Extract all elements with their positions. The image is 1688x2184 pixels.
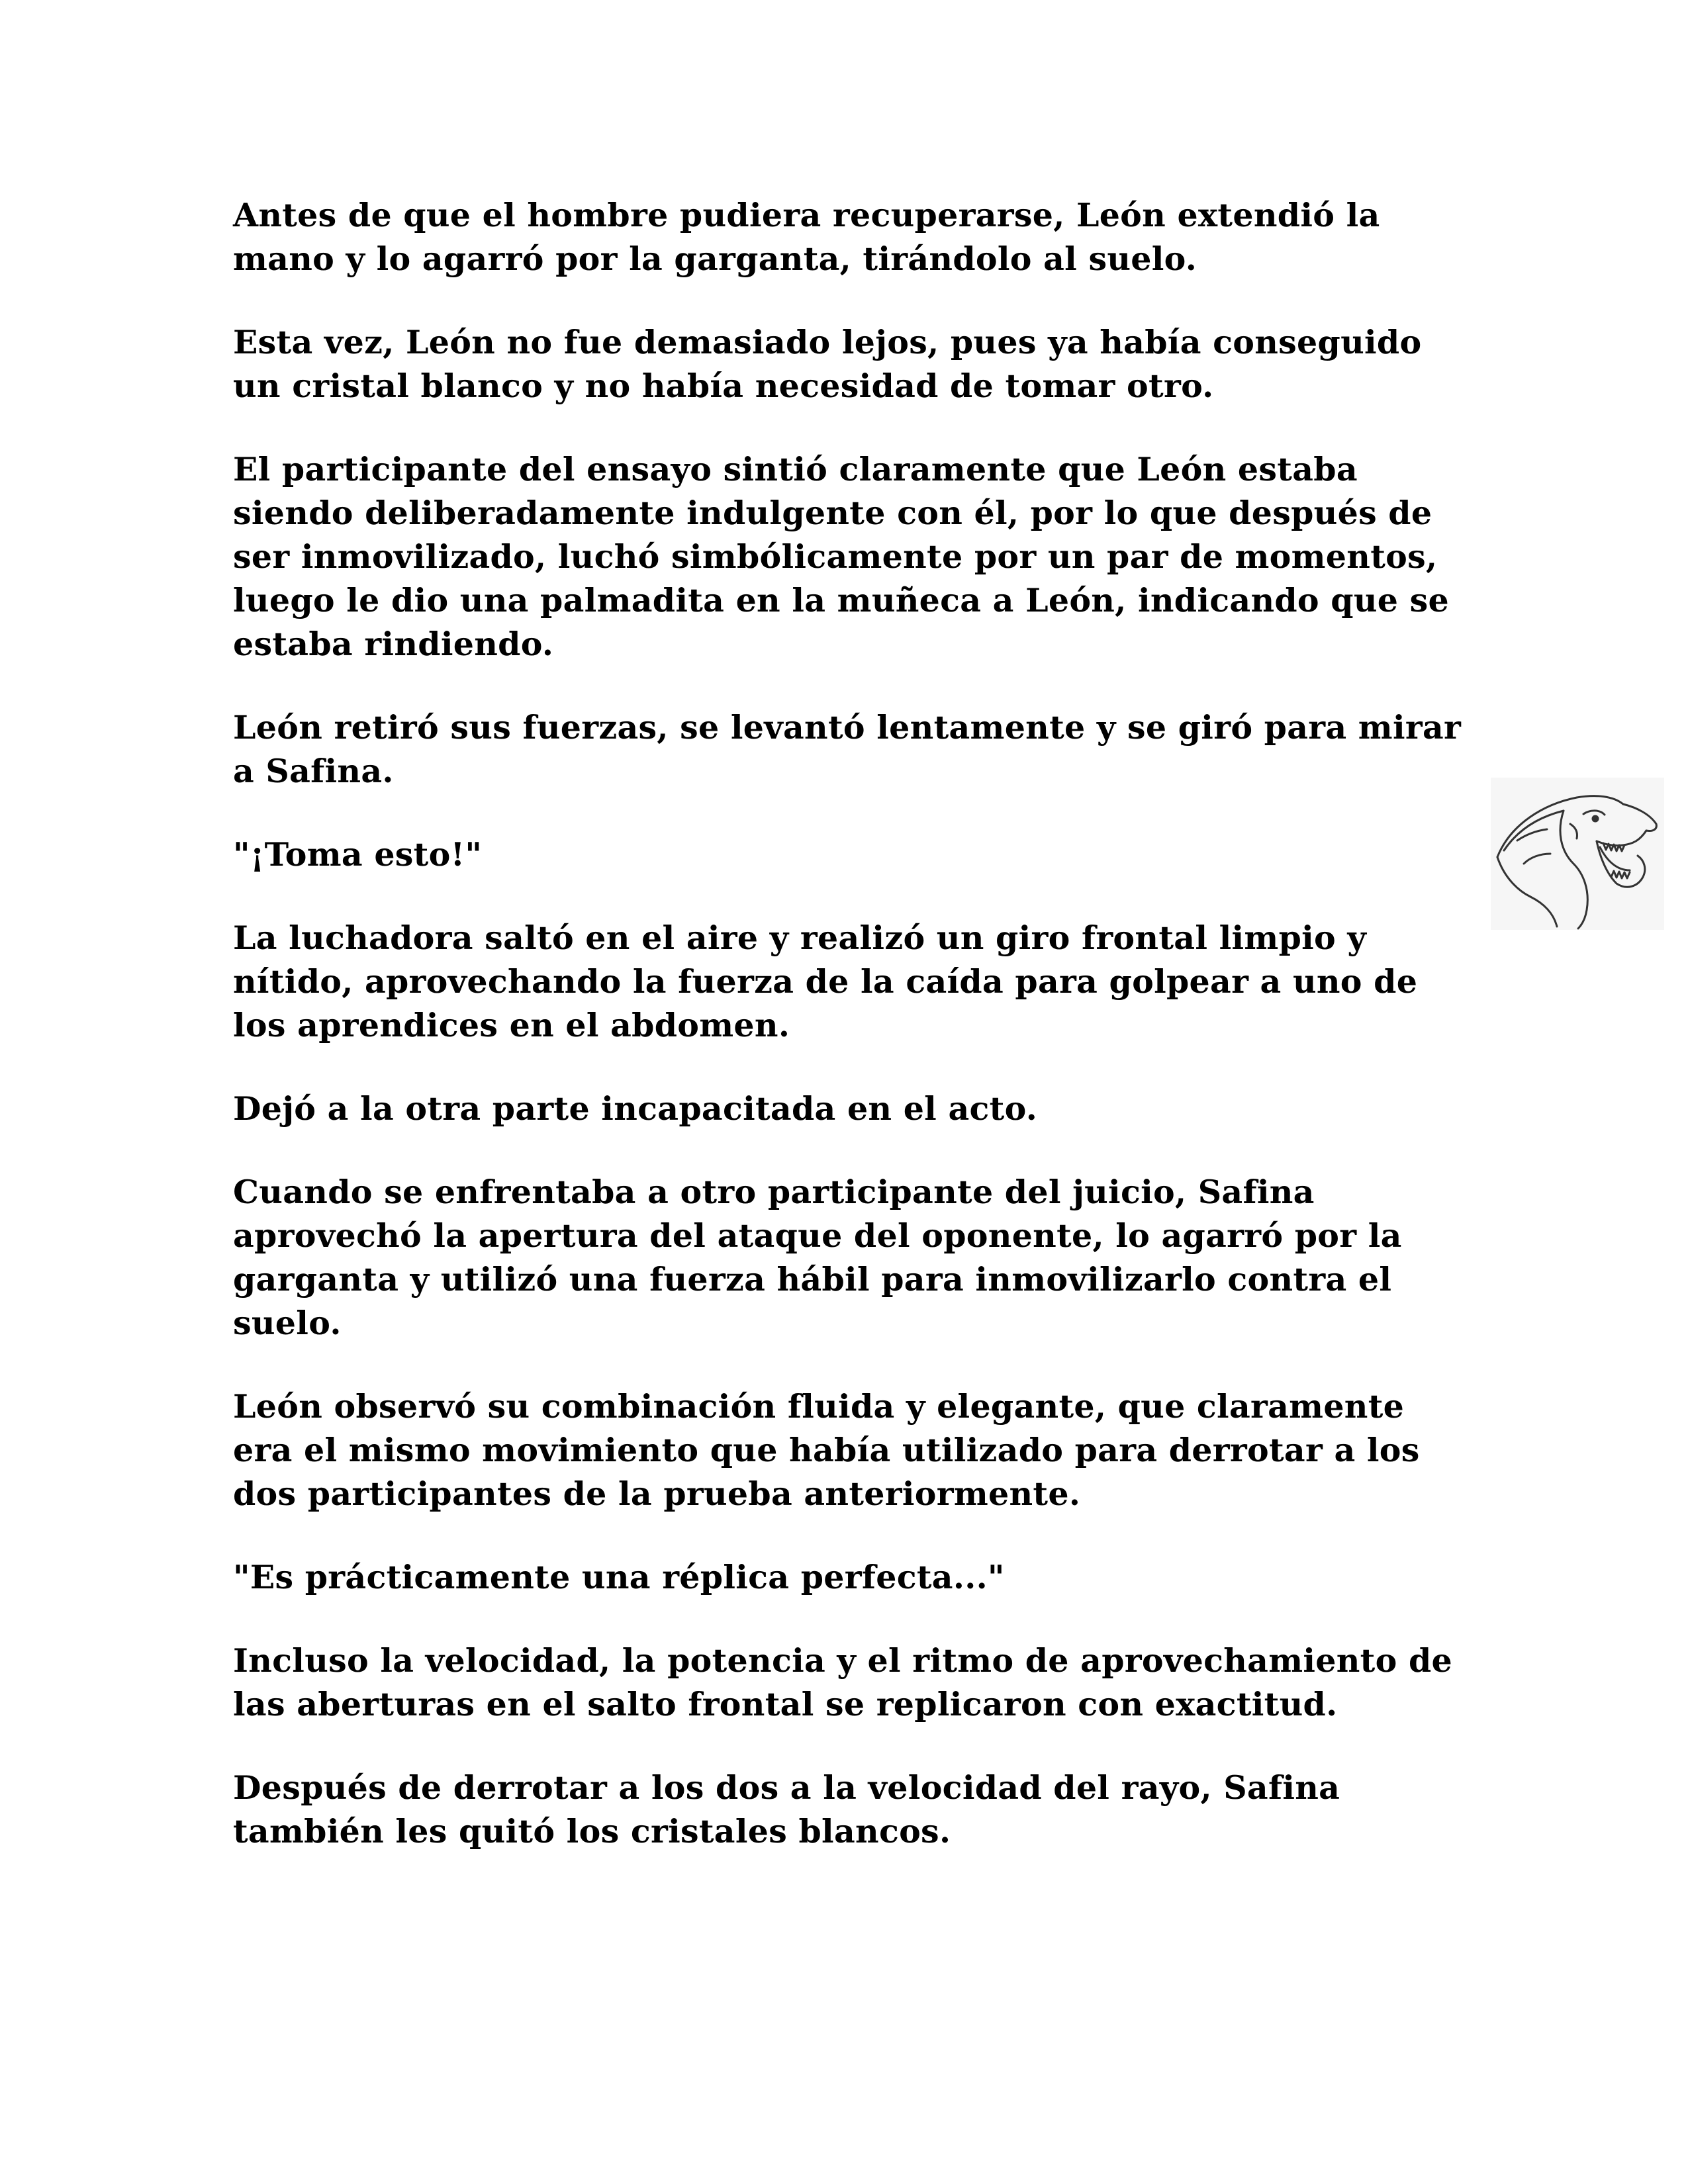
paragraph-9: León observó su combinación fluida y elegante, que claramente era el mismo movimiento que había utilizado para derrotar a los dos participantes de la prueba anteriormente. bbox=[233, 1387, 1420, 1513]
paragraph-1: Antes de que el hombre pudiera recuperarse, León extendió la mano y lo agarró por la garganta, tirándolo al suelo. bbox=[233, 196, 1380, 278]
document-body bbox=[233, 193, 1464, 1893]
paragraph-5: "¡Toma esto!" bbox=[233, 835, 483, 874]
paragraph-2: Esta vez, León no fue demasiado lejos, pues ya había conseguido un cristal blanco y no había necesidad de tomar otro. bbox=[233, 323, 1422, 405]
paragraph-4: León retiró sus fuerzas, se levantó lentamente y se giró para mirar a Safina. bbox=[233, 708, 1462, 790]
paragraph-12: Después de derrotar a los dos a la velocidad del rayo, Safina también les quitó los cristales blancos. bbox=[233, 1768, 1340, 1850]
paragraph-7: Dejó a la otra parte incapacitada en el acto. bbox=[233, 1089, 1038, 1128]
paragraph-3: El participante del ensayo sintió claramente que León estaba siendo deliberadamente indulgente con él, por lo que después de ser inmovilizado, luchó simbólicamente por un par de momentos, luego le dio una palmadita en la muñeca a León, indicando que se estaba rindiendo. bbox=[233, 450, 1449, 663]
dinosaur-sketch-svg bbox=[1491, 778, 1664, 930]
paragraph-10: "Es prácticamente una réplica perfecta..." bbox=[233, 1558, 1005, 1596]
paragraph-8: Cuando se enfrentaba a otro participante del juicio, Safina aprovechó la apertura del ataque del oponente, lo agarró por la garganta y utilizó una fuerza hábil para inmovilizarlo contra el suelo. bbox=[233, 1173, 1402, 1342]
paragraph-6: La luchadora saltó en el aire y realizó un giro frontal limpio y nítido, aprovechando la fuerza de la caída para golpear a uno de los aprendices en el abdomen. bbox=[233, 919, 1418, 1044]
dinosaur-head-sketch-icon bbox=[1491, 778, 1664, 930]
paragraph-11: Incluso la velocidad, la potencia y el ritmo de aprovechamiento de las aberturas en el salto frontal se replicaron con exactitud. bbox=[233, 1641, 1452, 1723]
